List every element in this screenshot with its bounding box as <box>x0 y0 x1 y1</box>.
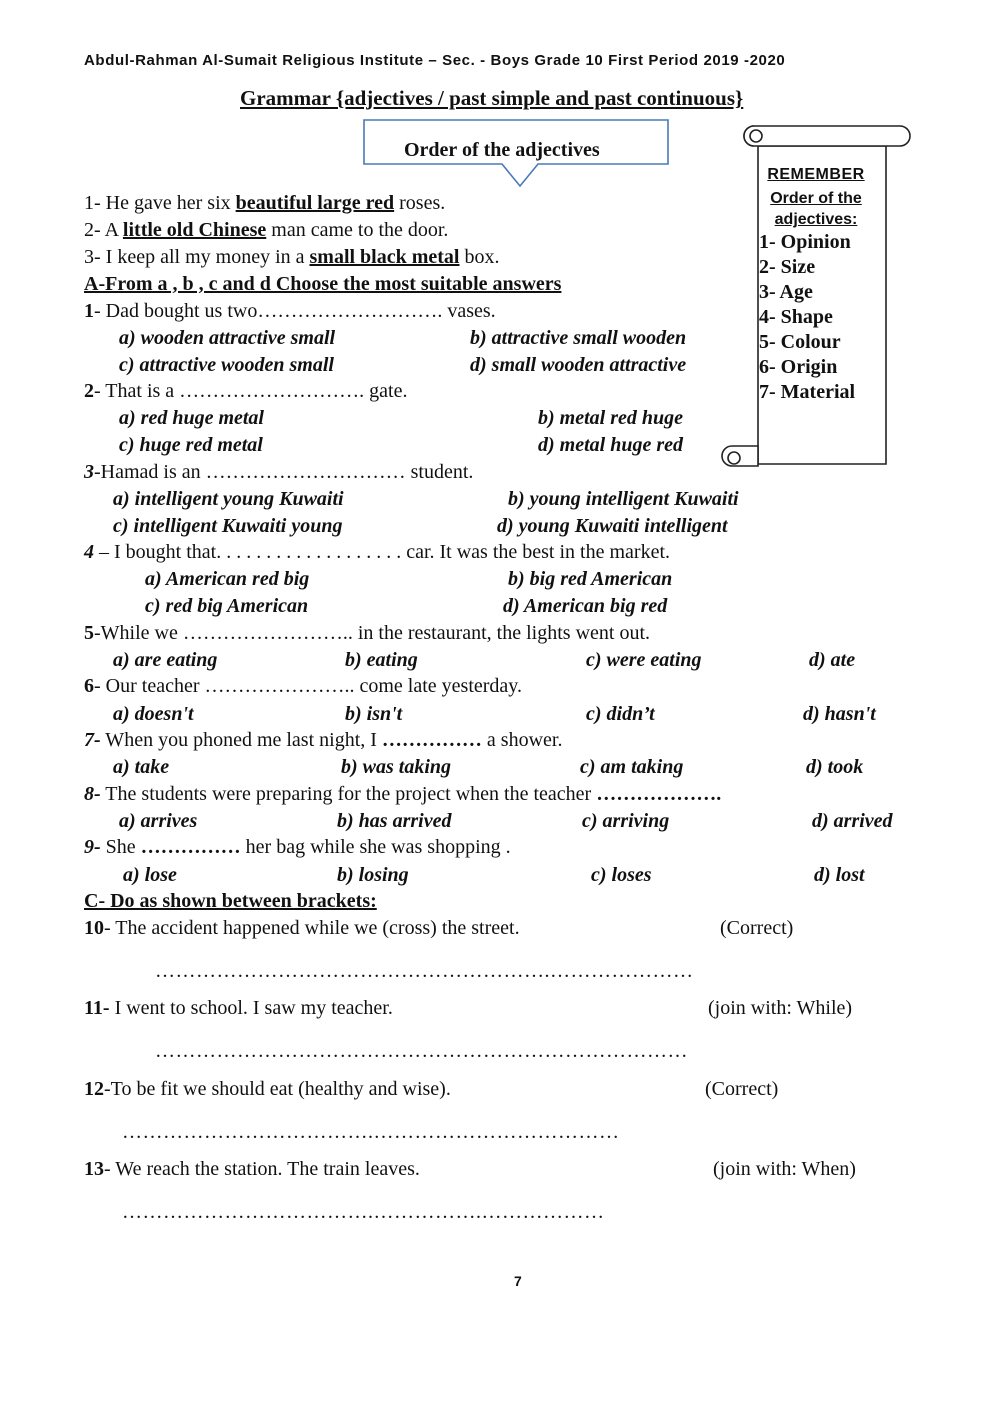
q9-option-a[interactable]: a) lose <box>123 864 177 886</box>
scroll-item: 4- Shape <box>759 306 833 328</box>
q8-option-d[interactable]: d) arrived <box>812 810 893 832</box>
q9-option-c[interactable]: c) loses <box>591 864 652 886</box>
q6-option-d[interactable]: d) hasn't <box>803 703 876 725</box>
q3-option-c[interactable]: c) intelligent Kuwaiti young <box>113 515 343 537</box>
q6-option-a[interactable]: a) doesn't <box>113 703 194 725</box>
question-6: 6- Our teacher ………………….. come late yesterday. <box>84 675 522 697</box>
scroll-item: 6- Origin <box>759 356 838 378</box>
q1-option-c[interactable]: c) attractive wooden small <box>119 354 334 376</box>
q1-option-a[interactable]: a) wooden attractive small <box>119 327 336 349</box>
q7-option-a[interactable]: a) take <box>113 756 170 778</box>
remember-heading: Order of the adjectives: <box>770 190 862 228</box>
task-12-instruction: (Correct) <box>705 1078 779 1100</box>
page-title: Grammar {adjectives / past simple and past continuous} <box>240 86 744 110</box>
section-c-heading: C- Do as shown between brackets: <box>84 890 377 912</box>
q9-option-d[interactable]: d) lost <box>814 864 865 886</box>
q4-option-c[interactable]: c) red big American <box>145 595 309 617</box>
q2-option-b[interactable]: b) metal red huge <box>538 407 683 429</box>
q4-option-b[interactable]: b) big red American <box>508 568 673 590</box>
task-11-answer-line[interactable]: …………………………………………………………………… <box>155 1040 688 1062</box>
q5-option-a[interactable]: a) are eating <box>113 649 218 671</box>
remember-label: REMEMBER <box>767 166 865 183</box>
question-7: 7- When you phoned me last night, I …………… a shower. <box>84 729 563 751</box>
q7-option-c[interactable]: c) am taking <box>580 756 684 778</box>
callout-text: Order of the adjectives <box>404 139 600 161</box>
task-10-answer-line[interactable]: ………………………………………………….………………… <box>155 960 694 982</box>
scroll-item: 1- Opinion <box>759 231 851 253</box>
example-2: 2- A little old Chinese man came to the door. <box>84 219 449 241</box>
question-1: 1- Dad bought us two………………………. vases. <box>84 300 496 322</box>
scroll-item: 5- Colour <box>759 331 841 353</box>
q1-option-b[interactable]: b) attractive small wooden <box>470 327 687 349</box>
q2-option-c[interactable]: c) huge red metal <box>119 434 263 456</box>
q1-option-d[interactable]: d) small wooden attractive <box>470 354 687 376</box>
q3-option-a[interactable]: a) intelligent young Kuwaiti <box>113 488 344 510</box>
question-3: 3-Hamad is an ………………………… student. <box>84 461 474 483</box>
question-9: 9- She …………… her bag while she was shopping . <box>84 836 511 858</box>
scroll-item: 3- Age <box>759 281 813 303</box>
q5-option-b[interactable]: b) eating <box>345 649 418 671</box>
question-4: 4 – I bought that. . . . . . . . . . . . . . . . . . . car. It was the best in the market. <box>84 541 671 563</box>
question-5: 5-While we …………………….. in the restaurant, the lights went out. <box>84 622 651 644</box>
q8-option-c[interactable]: c) arriving <box>582 810 670 832</box>
task-10-instruction: (Correct) <box>720 917 794 939</box>
task-13: 13- We reach the station. The train leaves. <box>84 1158 420 1180</box>
scroll-item: 2- Size <box>759 256 816 278</box>
document-header: Abdul-Rahman Al-Sumait Religious Institute – Sec. - Boys Grade 10 First Period 2019 -2020 <box>84 52 786 69</box>
q2-option-a[interactable]: a) red huge metal <box>119 407 264 429</box>
question-8: 8- The students were preparing for the project when the teacher ………………. <box>84 783 722 805</box>
task-13-instruction: (join with: When) <box>713 1158 856 1180</box>
task-13-answer-line[interactable]: ……………………………….…………….……………… <box>122 1201 605 1223</box>
task-10: 10- The accident happened while we (cross) the street. <box>84 917 520 939</box>
section-a-heading: A-From a , b , c and d Choose the most suitable answers <box>84 273 562 295</box>
q8-option-b[interactable]: b) has arrived <box>337 810 452 832</box>
q6-option-c[interactable]: c) didn’t <box>586 703 655 725</box>
example-3: 3- I keep all my money in a small black metal box. <box>84 246 500 268</box>
example-1: 1- He gave her six beautiful large red roses. <box>84 192 446 214</box>
task-12: 12-To be fit we should eat (healthy and wise). <box>84 1078 451 1100</box>
page-number: 7 <box>514 1273 522 1289</box>
q2-option-d[interactable]: d) metal huge red <box>538 434 683 456</box>
task-11: 11- I went to school. I saw my teacher. <box>84 997 393 1019</box>
q8-option-a[interactable]: a) arrives <box>119 810 198 832</box>
question-2: 2- That is a ………………………. gate. <box>84 380 408 402</box>
q6-option-b[interactable]: b) isn't <box>345 703 403 725</box>
q7-option-d[interactable]: d) took <box>806 756 864 778</box>
q3-option-b[interactable]: b) young intelligent Kuwaiti <box>508 488 739 510</box>
task-12-answer-line[interactable]: ……………………………….……………………………… <box>122 1121 620 1143</box>
q5-option-c[interactable]: c) were eating <box>586 649 702 671</box>
q7-option-b[interactable]: b) was taking <box>341 756 452 778</box>
q4-option-a[interactable]: a) American red big <box>145 568 310 590</box>
q5-option-d[interactable]: d) ate <box>809 649 856 671</box>
q3-option-d[interactable]: d) young Kuwaiti intelligent <box>497 515 728 537</box>
q9-option-b[interactable]: b) losing <box>337 864 409 886</box>
scroll-item: 7- Material <box>759 381 856 403</box>
task-11-instruction: (join with: While) <box>708 997 853 1019</box>
q4-option-d[interactable]: d) American big red <box>503 595 668 617</box>
